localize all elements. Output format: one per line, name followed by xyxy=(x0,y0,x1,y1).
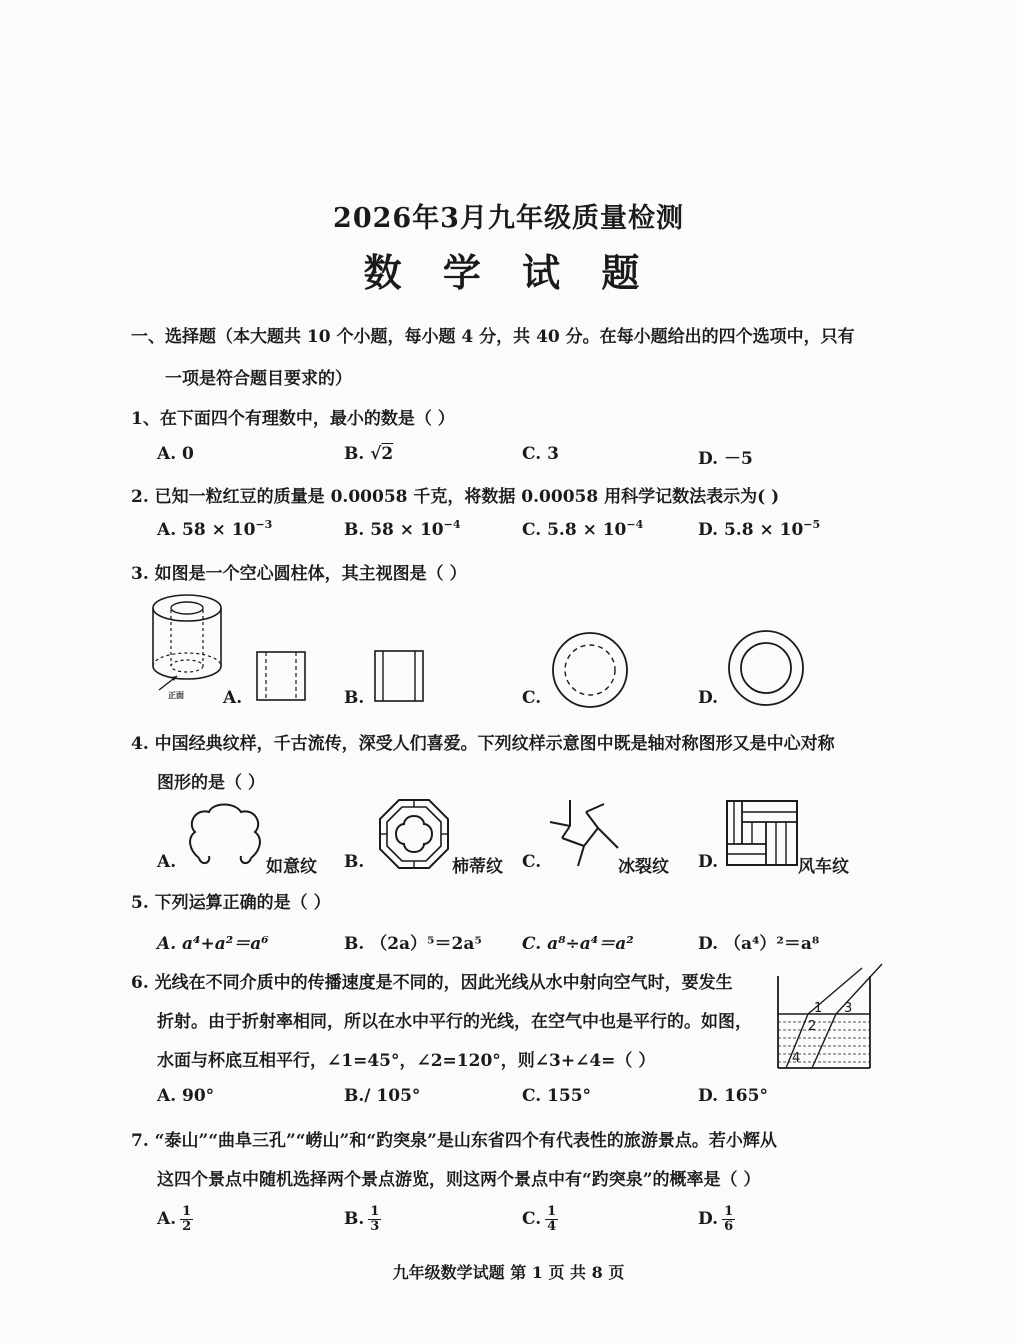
question-6-stem-line2: 折射。由于折射率相同，所以在水中平行的光线，在空气中也是平行的。如图， xyxy=(157,1012,752,1032)
question-2-stem: 2. 已知一粒红豆的质量是 0.00058 千克，将数据 0.00058 用科学记数法表示为( ) xyxy=(131,487,780,507)
question-7-stem-line1: 7. “泰山”“曲阜三孔”“崂山”和“趵突泉”是山东省四个有代表性的旅游景点。若小辉从 xyxy=(131,1131,777,1151)
sqrt-icon: √ xyxy=(370,444,382,464)
q6-option-b: B./ 105° xyxy=(344,1086,421,1106)
q6-option-a: A. 90° xyxy=(157,1086,215,1106)
q3-figure-d xyxy=(726,628,806,708)
question-4-stem-line1: 4. 中国经典纹样，千古流传，深受人们喜爱。下列纹样示意图中既是轴对称图形又是中心对称 xyxy=(131,734,835,754)
q1-option-c: C. 3 xyxy=(522,444,559,464)
q5-option-d: D. （a⁴）²＝a⁸ xyxy=(698,934,820,954)
q2-option-d: D. $5.8 \times 10^{-5}$ xyxy=(698,518,821,540)
q1-option-d: D. －5 xyxy=(698,449,753,469)
q2-option-c: C. $5.8 \times 10^{-4}$ xyxy=(522,518,644,540)
front-view-label: 正面 xyxy=(168,690,184,700)
q3-option-b: B. xyxy=(344,688,365,708)
q6-option-c: C. 155° xyxy=(522,1086,592,1106)
q5-option-b: B. （2a）⁵＝2a⁵ xyxy=(344,934,482,954)
question-6-stem-line1: 6. 光线在不同介质中的传播速度是不同的，因此光线从水中射向空气时，要发生 xyxy=(131,973,733,993)
question-1-stem: 1、在下面四个有理数中，最小的数是（ ） xyxy=(131,409,455,429)
shidi-pattern-figure xyxy=(378,798,450,870)
q3-option-d: D. xyxy=(698,688,719,708)
q6-option-d: D. 165° xyxy=(698,1086,768,1106)
q7-option-a: A. $\frac{1}{2}$ xyxy=(157,1204,192,1234)
question-7-stem-line2: 这四个景点中随机选择两个景点游览，则这两个景点中有“趵突泉”的概率是（ ） xyxy=(157,1170,761,1190)
q3-figure-a xyxy=(256,651,306,701)
q4-option-a-name: 如意纹 xyxy=(266,857,317,877)
q4-option-d-name: 风车纹 xyxy=(798,857,849,877)
q4-option-c-name: 冰裂纹 xyxy=(618,857,669,877)
page-footer: 九年级数学试题 第 1 页 共 8 页 xyxy=(392,1263,625,1282)
subject-title: 数 学 试 题 xyxy=(363,250,654,295)
q3-figure-c xyxy=(550,630,630,710)
refraction-cup-figure xyxy=(774,962,886,1072)
q4-option-c: C. xyxy=(522,852,542,872)
q4-option-d: D. xyxy=(698,852,719,872)
q5-option-a: A. a⁴+a²＝a⁶ xyxy=(157,934,269,954)
angle-label-3: 3 xyxy=(844,1001,853,1016)
q7-option-c: C. $\frac{1}{4}$ xyxy=(522,1204,557,1234)
angle-label-4: 4 xyxy=(792,1051,801,1066)
q3-figure-b xyxy=(374,650,424,702)
section-heading-line2: 一项是符合题目要求的） xyxy=(165,369,352,389)
q2-option-a: A. $58 \times 10^{-3}$ xyxy=(157,518,273,540)
exam-title: 2026年3月九年级质量检测 xyxy=(333,203,684,234)
q1-option-a: A. 0 xyxy=(157,444,194,464)
q1-option-b: B. √2 xyxy=(344,444,394,464)
q4-option-b: B. xyxy=(344,852,365,872)
binglie-pattern-figure xyxy=(548,798,620,870)
q3-option-c: C. xyxy=(522,688,542,708)
hollow-cylinder-figure xyxy=(145,592,235,702)
q2-option-b: B. $58 \times 10^{-4}$ xyxy=(344,518,461,540)
question-6-stem-line3: 水面与杯底互相平行，∠1=45°，∠2=120°，则∠3+∠4=（ ） xyxy=(157,1051,656,1071)
q3-option-a: A. xyxy=(223,688,243,708)
fengche-pattern-figure xyxy=(726,800,798,866)
angle-label-2: 2 xyxy=(808,1019,817,1034)
q4-option-b-name: 柿蒂纹 xyxy=(452,857,503,877)
question-5-stem: 5. 下列运算正确的是（ ） xyxy=(131,893,331,913)
angle-label-1: 1 xyxy=(814,1001,823,1016)
q4-option-a: A. xyxy=(157,852,177,872)
section-heading-line1: 一、选择题（本大题共 10 个小题，每小题 4 分，共 40 分。在每小题给出的四个选项中，只有 xyxy=(131,327,855,347)
question-4-stem-line2: 图形的是（ ） xyxy=(157,773,265,793)
q5-option-c: C. a⁸÷a⁴＝a² xyxy=(522,934,634,954)
ruyi-pattern-figure xyxy=(185,800,265,870)
question-3-stem: 3. 如图是一个空心圆柱体，其主视图是（ ） xyxy=(131,564,467,584)
q7-option-b: B. $\frac{1}{3}$ xyxy=(344,1204,380,1234)
q7-option-d: D. $\frac{1}{6}$ xyxy=(698,1204,734,1234)
